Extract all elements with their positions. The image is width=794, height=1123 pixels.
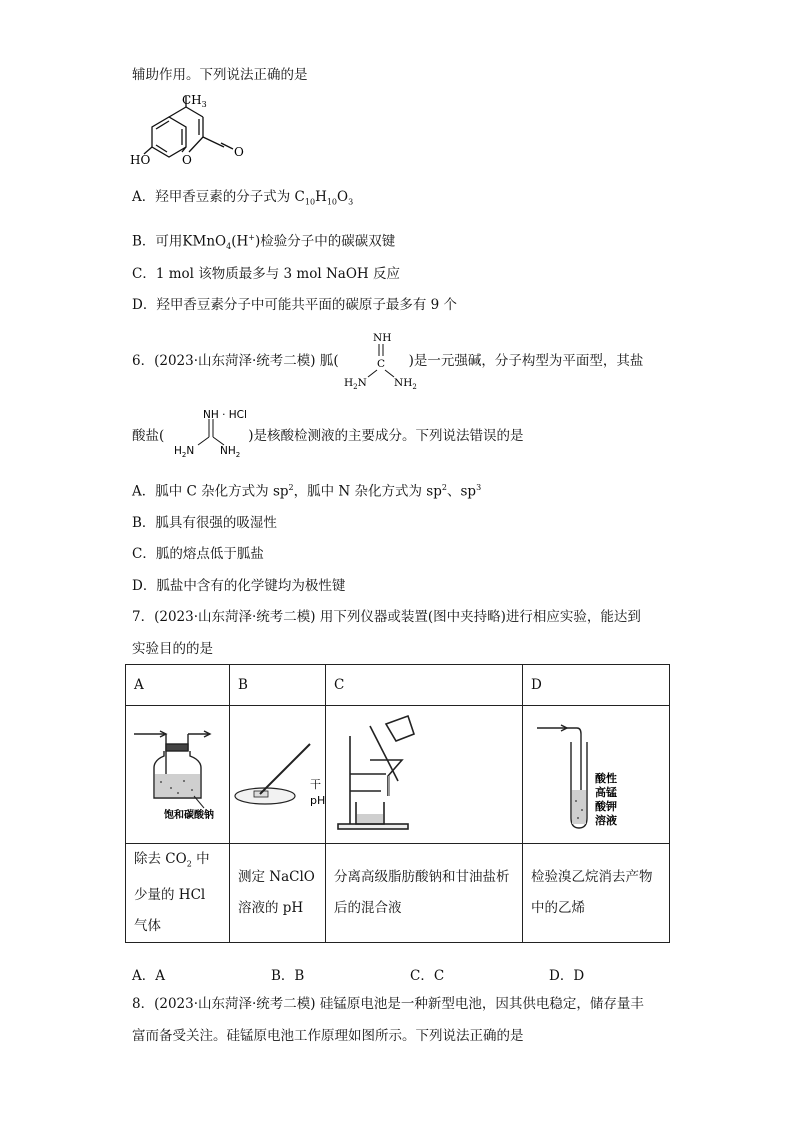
q7-stem-line1: 7．(2023·山东菏泽·统考二模) 用下列仪器或装置(图中夹持略)进行相应实验，能达到 (132, 609, 641, 625)
purpose-b: 测定 NaClO 溶液的 pH (230, 844, 326, 943)
label-ph: pH (310, 794, 325, 807)
apparatus-d-cell (523, 706, 670, 844)
ring-oxygen-label: O (182, 153, 192, 167)
q7-option-b: B．B (271, 968, 305, 984)
q7-option-c: C．C (410, 968, 445, 984)
label-potassium: 酸钾 (595, 800, 617, 813)
experiment-table (125, 664, 670, 943)
table-header-row (126, 665, 670, 706)
gua-nh-label: NH (373, 332, 392, 344)
gua-c-label: C (377, 358, 386, 370)
purpose-c: 分离高级脂肪酸钠和甘油盐析后的混合液 (326, 844, 523, 943)
header-c: C (326, 665, 523, 706)
q5-option-d: D．羟甲香豆素分子中可能共平面的碳原子最多有 9 个 (132, 297, 457, 313)
q7-option-a: A．A (132, 968, 165, 984)
apparatus-c-cell (326, 706, 523, 844)
filtration-apparatus-image (326, 706, 522, 839)
gas-washing-bottle-image (126, 706, 229, 839)
apparatus-b-cell (230, 706, 326, 844)
q6-option-d: D．胍盐中含有的化学键均为极性键 (132, 578, 346, 594)
q7-option-d: D．D (549, 968, 585, 984)
guanidine-structure (340, 330, 422, 392)
q5-intro: 辅助作用。下列说法正确的是 (132, 67, 308, 83)
gua-nh2-label: $NH_2$ (394, 377, 417, 391)
apparatus-a-cell (126, 706, 230, 844)
q6-option-b: B．胍具有很强的吸湿性 (132, 515, 277, 531)
q8-stem-line1: 8．(2023·山东菏泽·统考二模) 硅锰原电池是一种新型电池，因其供电稳定，储存量丰 (132, 996, 644, 1012)
label-dry: 干 (310, 778, 321, 791)
ho-label: HO (130, 153, 151, 167)
label-solution: 溶液 (595, 814, 617, 827)
label-saturated-carbonate: 饱和碳酸钠 (164, 810, 214, 821)
ch3-label: $CH_3$ (182, 93, 207, 109)
guahcl-nh2-label: $NH_2$ (220, 445, 241, 459)
guanidine-hcl-structure (170, 407, 262, 459)
header-d: D (523, 665, 670, 706)
header-a: A (126, 665, 230, 706)
table-purpose-row (126, 844, 670, 943)
q6-stem-line2: 酸盐( )是核酸检测液的主要成分。下列说法错误的是 (132, 428, 524, 444)
gua-h2n-label: $H_2N$ (344, 377, 367, 391)
q5-option-b: B．可用KMnO$_4$(H+)检验分子中的碳碳双键 (132, 233, 396, 252)
guahcl-h2n-label: $H_2N$ (174, 445, 195, 459)
purpose-d: 检验溴乙烷消去产物中的乙烯 (523, 844, 670, 943)
label-mangan: 高锰 (595, 786, 617, 799)
q8-stem-line2: 富而备受关注。硅锰原电池工作原理如图所示。下列说法正确的是 (132, 1028, 524, 1044)
table-image-row (126, 706, 670, 844)
q6-option-a: A．胍中 C 杂化方式为 $sp^2$，胍中 N 杂化方式为 $sp^2$、$sp^3$ (132, 483, 482, 500)
test-tube-image (523, 706, 669, 839)
carbonyl-oxygen-label: O (234, 145, 244, 159)
q6-option-c: C．胍的熔点低于胍盐 (132, 546, 264, 562)
q5-option-c: C．1 mol 该物质最多与 3 mol NaOH 反应 (132, 266, 400, 282)
header-b: B (230, 665, 326, 706)
q5-option-a: A．羟甲香豆素的分子式为 $C_{10}H_{10}O_3$ (132, 189, 354, 207)
q6-stem-line1: 6．(2023·山东菏泽·统考二模) 胍( )是一元强碱，分子构型为平面型，其盐 (132, 353, 644, 369)
purpose-a: 除去 $CO_2$ 中少量的 HCl 气体 (126, 844, 230, 943)
q7-stem-line2: 实验目的的是 (132, 641, 213, 657)
coumarin-structure (130, 92, 280, 180)
ph-paper-image (230, 706, 325, 839)
guahcl-nh-label: NH · HCl (203, 409, 247, 421)
label-acidic: 酸性 (595, 772, 617, 785)
